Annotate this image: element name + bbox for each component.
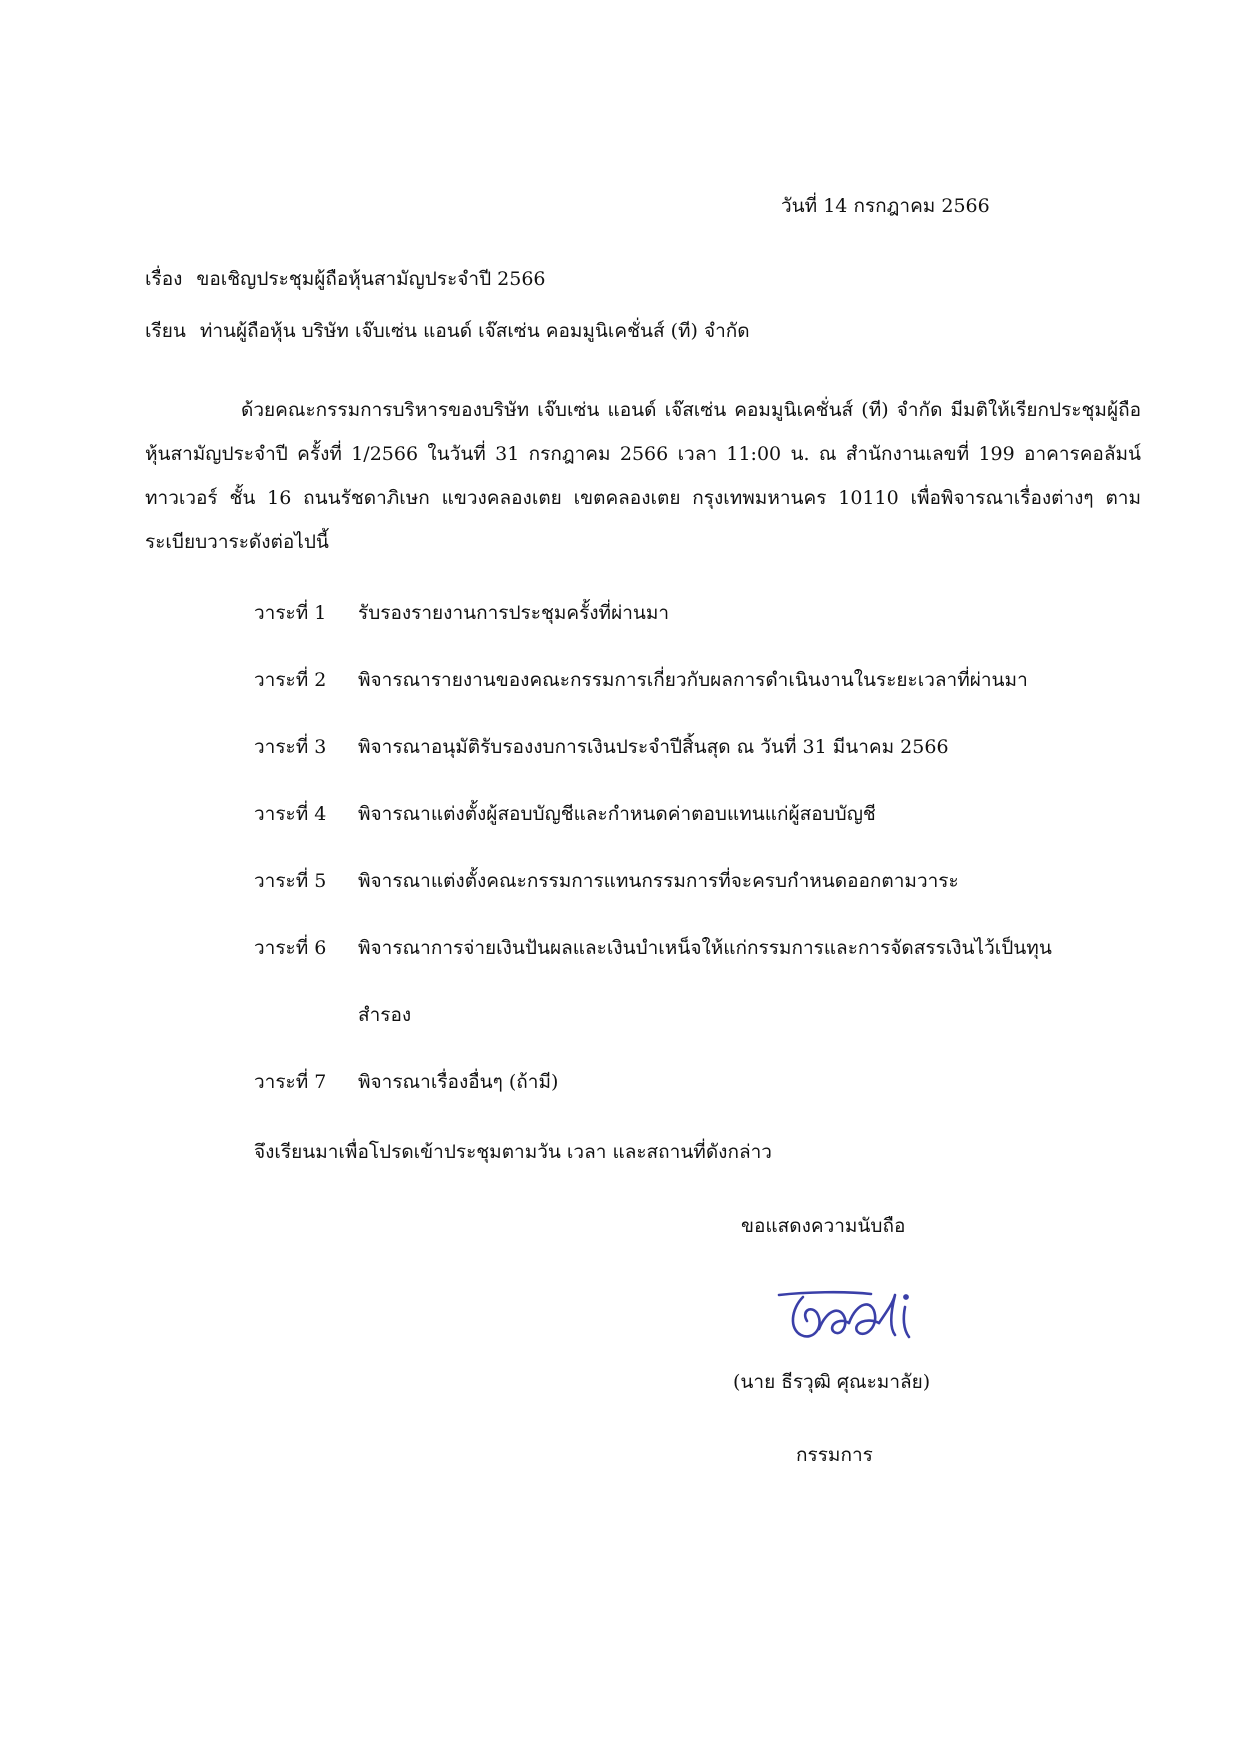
agenda-item	[254, 915, 1134, 1049]
recipient-label: เรียน	[145, 320, 186, 342]
agenda-text-main: พิจารณาอนุมัติรับรองงบการเงินประจำปีสิ้นสุด ณ วันที่ 31 มีนาคม 2566	[358, 736, 949, 758]
agenda-item	[254, 781, 1134, 848]
signer-name: (นาย ธีรวุฒิ ศุณะมาลัย)	[733, 1371, 931, 1393]
agenda-number: วาระที่ 1	[254, 602, 327, 624]
agenda-text	[358, 714, 1134, 781]
agenda-item	[254, 647, 1134, 714]
recipient-line	[145, 322, 750, 341]
agenda-item	[254, 848, 1134, 915]
closing-sentence: จึงเรียนมาเพื่อโปรดเข้าประชุมตามวัน เวลา และสถานที่ดังกล่าว	[254, 1141, 772, 1163]
agenda-text	[358, 781, 1134, 848]
agenda-number: วาระที่ 7	[254, 1071, 327, 1093]
agenda-text-main: พิจารณาเรื่องอื่นๆ (ถ้ามี)	[358, 1071, 559, 1093]
agenda-text	[358, 848, 1134, 915]
subject-text: ขอเชิญประชุมผู้ถือหุ้นสามัญประจำปี 2566	[196, 268, 546, 290]
agenda-text	[358, 915, 1134, 1049]
signature-image	[775, 1283, 925, 1353]
agenda-item	[254, 714, 1134, 781]
agenda-text-continuation: สำรอง	[358, 1004, 412, 1026]
letter-date: วันที่ 14 กรกฎาคม 2566	[781, 195, 990, 217]
subject-label: เรื่อง	[145, 268, 183, 290]
agenda-text-main: พิจารณาแต่งตั้งคณะกรรมการแทนกรรมการที่จะครบกำหนดออกตามวาระ	[358, 870, 959, 892]
recipient-text: ท่านผู้ถือหุ้น บริษัท เจ๊บเซ่น แอนด์ เจ๊สเซ่น คอมมูนิเคชั่นส์ (ที) จำกัด	[199, 320, 750, 342]
agenda-item	[254, 580, 1134, 647]
agenda-item	[254, 1049, 1134, 1116]
agenda-number: วาระที่ 5	[254, 870, 327, 892]
agenda-number: วาระที่ 4	[254, 803, 327, 825]
regards-text: ขอแสดงความนับถือ	[741, 1215, 906, 1237]
signer-position: กรรมการ	[796, 1444, 873, 1466]
agenda-text	[358, 1049, 1134, 1116]
agenda-text-main: รับรองรายงานการประชุมครั้งที่ผ่านมา	[358, 602, 670, 624]
agenda-text	[358, 580, 1134, 647]
subject-line	[145, 270, 546, 289]
agenda-text-main: พิจารณาแต่งตั้งผู้สอบบัญชีและกำหนดค่าตอบแทนแก่ผู้สอบบัญชี	[358, 803, 876, 825]
agenda-text	[358, 647, 1134, 714]
agenda-number: วาระที่ 2	[254, 669, 327, 691]
body-paragraph: ด้วยคณะกรรมการบริหารของบริษัท เจ๊บเซ่น แอนด์ เจ๊สเซ่น คอมมูนิเคชั่นส์ (ที) จำกัด มีมติให้เรียกประชุมผู้ถือหุ้นสามัญประจำปี ครั้งที่ 1/2566 ในวันที่ 31 กรกฎาคม 2566 เวลา 11:00 น. ณ สำนักงานเลขที่ 199 อาคารคอลัมน์ทาวเวอร์ ชั้น 16 ถนนรัชดาภิเษก แขวงคลองเตย เขตคลองเตย กรุงเทพมหานคร 10110 เพื่อพิจารณาเรื่องต่างๆ ตามระเบียบวาระดังต่อไปนี้	[145, 399, 1141, 553]
agenda-number: วาระที่ 3	[254, 736, 327, 758]
agenda-list	[254, 580, 1134, 1116]
agenda-text-main: พิจารณาการจ่ายเงินปันผลและเงินบำเหน็จให้แก่กรรมการและการจัดสรรเงินไว้เป็นทุน	[358, 937, 1052, 959]
agenda-text-main: พิจารณารายงานของคณะกรรมการเกี่ยวกับผลการดำเนินงานในระยะเวลาที่ผ่านมา	[358, 669, 1028, 691]
agenda-number: วาระที่ 6	[254, 937, 327, 959]
